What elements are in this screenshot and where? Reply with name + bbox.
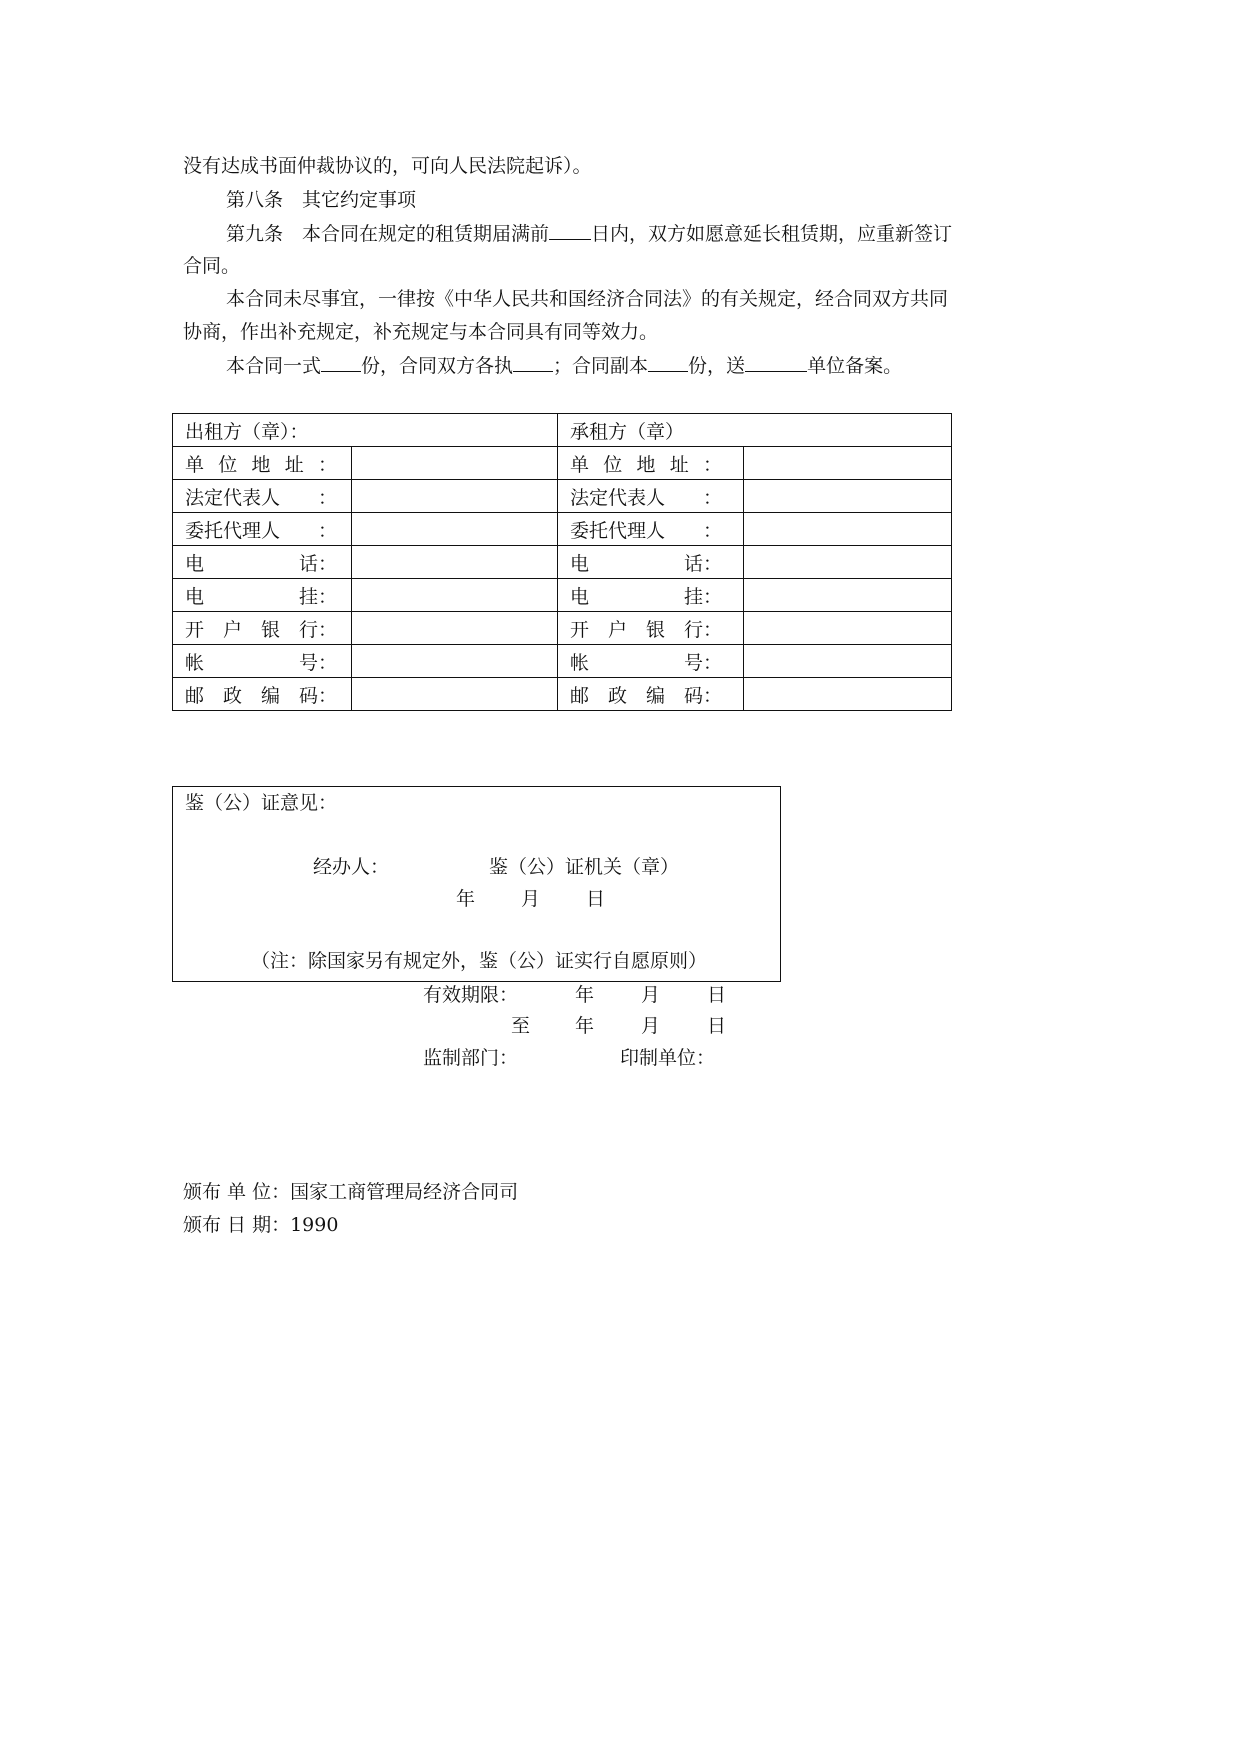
copies-text-b: 份，合同双方各执 <box>361 355 514 377</box>
lessor-header: 出租方（章）： <box>173 414 558 447</box>
issue-date-line <box>183 1213 338 1237</box>
validity-start-month: 月 <box>641 984 661 1006</box>
copies-text-e: 单位备案。 <box>807 355 903 377</box>
lessor-address-field[interactable] <box>352 447 558 480</box>
lessor-account-field[interactable] <box>352 645 558 678</box>
validity-to: 至 <box>511 1015 531 1037</box>
lessee-phone-field[interactable] <box>744 546 952 579</box>
issuer-line <box>183 1180 518 1204</box>
issuer-value: 国家工商管理局经济合同司 <box>290 1181 519 1203</box>
paragraph-arbitration-end: 没有达成书面仲裁协议的，可向人民法院起诉）。 <box>183 155 592 177</box>
lessor-agent-label: 委托代理人 ： <box>173 513 352 546</box>
lessee-legal-rep-label: 法定代表人 ： <box>558 480 744 513</box>
notary-date-day: 日 <box>586 888 606 910</box>
lessee-agent-label: 委托代理人 ： <box>558 513 744 546</box>
lessee-account-label: 帐 号： <box>558 645 744 678</box>
lessor-cable-label: 电 挂： <box>173 579 352 612</box>
validity-start-year: 年 <box>575 984 595 1006</box>
lessee-phone-label: 电 话： <box>558 546 744 579</box>
lessor-legal-rep-label: 法定代表人 ： <box>173 480 352 513</box>
lessor-bank-label: 开 户 银 行： <box>173 612 352 645</box>
table-row <box>173 513 952 546</box>
copies-blank-1 <box>321 353 361 372</box>
lessee-cable-label: 电 挂： <box>558 579 744 612</box>
issue-date-label: 颁布 日 期： <box>183 1214 291 1236</box>
validity-end-month: 月 <box>641 1015 661 1037</box>
lessee-bank-label: 开 户 银 行： <box>558 612 744 645</box>
issuer-label: 颁布 单 位： <box>183 1181 291 1203</box>
lessor-postcode-label: 邮 政 编 码： <box>173 678 352 711</box>
notary-title: 鉴（公）证意见： <box>185 792 338 814</box>
days-blank <box>549 221 591 240</box>
article-9-text-b: 日内，双方如愿意延长租赁期，应重新签订 <box>591 223 953 245</box>
validity-end-day: 日 <box>707 1015 727 1037</box>
parties-table <box>172 413 952 711</box>
copies-blank-2 <box>513 353 553 372</box>
lessee-bank-field[interactable] <box>744 612 952 645</box>
notary-date-year: 年 <box>456 888 476 910</box>
article-8: 第八条 其它约定事项 <box>226 189 417 211</box>
lessee-cable-field[interactable] <box>744 579 952 612</box>
issue-date-value: 1990 <box>290 1214 339 1236</box>
article-9 <box>226 221 952 246</box>
notary-handler-label: 经办人： <box>313 856 390 878</box>
printer-label: 印制单位： <box>620 1047 716 1069</box>
copies-blank-4 <box>745 353 807 372</box>
table-row <box>173 447 952 480</box>
table-header-row <box>173 414 952 447</box>
notary-authority-label: 鉴（公）证机关（章） <box>489 856 680 878</box>
lessor-phone-label: 电 话： <box>173 546 352 579</box>
notarization-box <box>172 786 781 982</box>
lessor-address-label: 单 位 地 址 ： <box>173 447 352 480</box>
lessee-legal-rep-field[interactable] <box>744 480 952 513</box>
copies-text-a: 本合同一式 <box>226 355 322 377</box>
copies-blank-3 <box>648 353 688 372</box>
lessor-postcode-field[interactable] <box>352 678 558 711</box>
unresolved-matters-continued: 协商，作出补充规定，补充规定与本合同具有同等效力。 <box>183 321 659 343</box>
unresolved-matters-paragraph: 本合同未尽事宜，一律按《中华人民共和国经济合同法》的有关规定，经合同双方共同 <box>226 288 949 310</box>
validity-start-day: 日 <box>707 984 727 1006</box>
lessee-address-field[interactable] <box>744 447 952 480</box>
lessee-header: 承租方（章） <box>558 414 952 447</box>
lessor-bank-field[interactable] <box>352 612 558 645</box>
article-9-continued: 合同。 <box>183 255 241 277</box>
supervisor-label: 监制部门： <box>423 1047 519 1069</box>
lessee-postcode-field[interactable] <box>744 678 952 711</box>
validity-end-year: 年 <box>575 1015 595 1037</box>
table-row <box>173 480 952 513</box>
article-9-text-a: 第九条 本合同在规定的租赁期届满前 <box>226 223 550 245</box>
table-row <box>173 579 952 612</box>
lessee-agent-field[interactable] <box>744 513 952 546</box>
lessee-postcode-label: 邮 政 编 码： <box>558 678 744 711</box>
lessor-agent-field[interactable] <box>352 513 558 546</box>
lessee-account-field[interactable] <box>744 645 952 678</box>
copies-text-d: 份，送 <box>688 355 746 377</box>
copies-paragraph <box>226 353 902 378</box>
validity-label: 有效期限： <box>423 984 519 1006</box>
lessor-phone-field[interactable] <box>352 546 558 579</box>
table-row <box>173 546 952 579</box>
notary-date-month: 月 <box>521 888 541 910</box>
table-row <box>173 645 952 678</box>
lessor-cable-field[interactable] <box>352 579 558 612</box>
lessor-account-label: 帐 号： <box>173 645 352 678</box>
lessee-address-label: 单 位 地 址 ： <box>558 447 744 480</box>
copies-text-c: ；合同副本 <box>553 355 649 377</box>
table-row <box>173 612 952 645</box>
table-row <box>173 678 952 711</box>
notary-note: （注：除国家另有规定外，鉴（公）证实行自愿原则） <box>251 950 708 972</box>
lessor-legal-rep-field[interactable] <box>352 480 558 513</box>
